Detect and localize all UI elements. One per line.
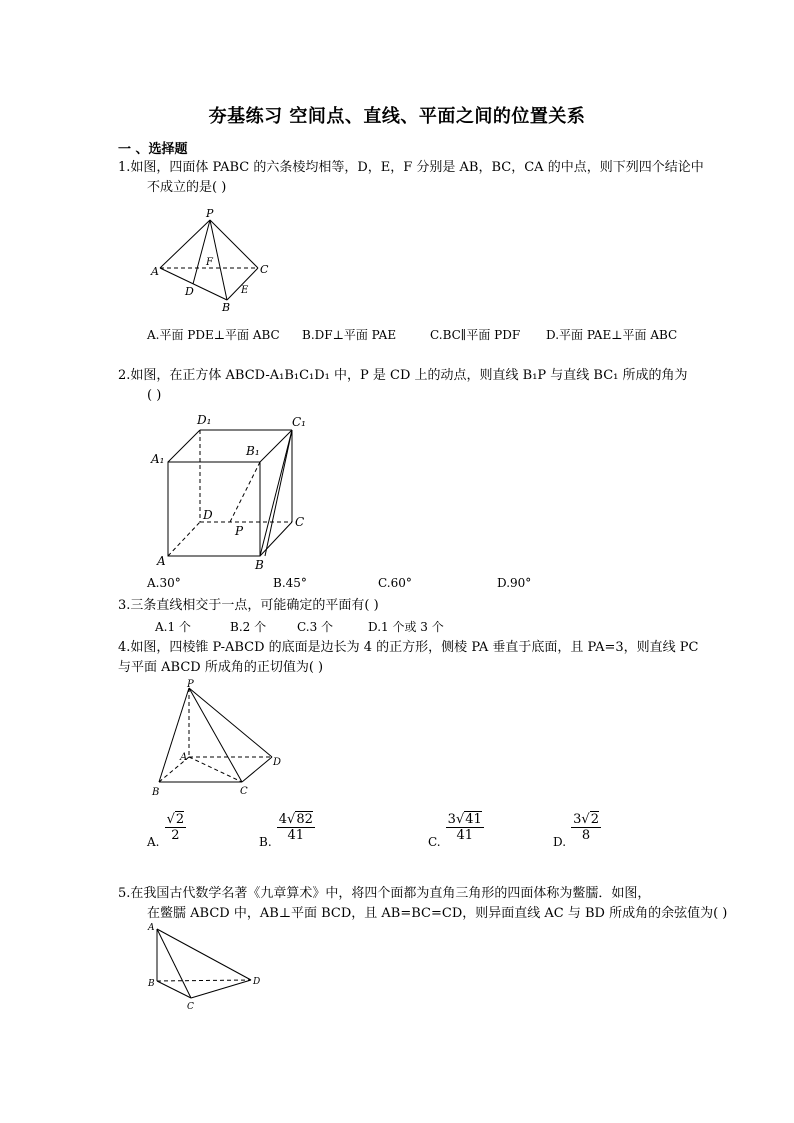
edge-ad-dashed [168, 522, 200, 556]
q3-option-b: B.2 个 [230, 620, 267, 634]
label-c: C [260, 263, 269, 276]
edge-bd-dashed [157, 980, 251, 981]
label-d1: D₁ [197, 413, 212, 427]
question-2-stem [118, 366, 688, 406]
q4-option-d [553, 812, 601, 849]
tetrahedron-figure [140, 205, 290, 315]
front-face [168, 462, 260, 556]
label-p: P [206, 207, 214, 220]
q2-option-c: C.60° [378, 576, 412, 590]
q4-option-a-denominator: 2 [171, 828, 180, 843]
question-1-stem-line2: 不成立的是( ) [147, 180, 227, 195]
segment-bc1-b [265, 430, 292, 556]
label-b1: B₁ [246, 444, 260, 458]
edge-pc [210, 220, 258, 268]
label-a: A [180, 752, 188, 763]
question-2-stem-line1: 2.如图，在正方体 ABCD-A₁B₁C₁D₁ 中，P 是 CD 上的动点，则直线 B₁P 与直线 BC₁ 所成的角为 [118, 368, 688, 383]
label-f: F [206, 257, 213, 268]
q4-option-b-letter: B. [259, 835, 272, 849]
q4-option-a-letter: A. [147, 835, 160, 849]
q2-option-b: B.45° [273, 576, 307, 590]
label-a: A [148, 923, 155, 933]
question-4-stem-line1: 4.如图，四棱锥 P-ABCD 的底面是边长为 4 的正方形，侧棱 PA 垂直于底面，且 PA=3，则直线 PC [118, 640, 699, 655]
q2-option-d: D.90° [497, 576, 532, 590]
edge-cd [191, 980, 251, 998]
edge-pd [189, 688, 272, 757]
q4-option-d-coef: 3 [573, 812, 582, 827]
question-4-stem-line2: 与平面 ABCD 所成角的正切值为( ) [118, 660, 324, 675]
label-a1: A₁ [151, 452, 165, 466]
edge-pb [159, 688, 189, 782]
q2-option-a: A.30° [147, 576, 181, 590]
section-heading: 一 、选择题 [118, 142, 188, 157]
question-5-stem-line2: 在鳖臑 ABCD 中，AB⊥平面 BCD，且 AB=BC=CD，则异面直线 AC 与 BD 所成角的余弦值为( ) [147, 906, 728, 921]
q3-option-c: C.3 个 [297, 620, 334, 634]
edge-a1d1 [168, 430, 200, 462]
question-1-stem [118, 158, 704, 198]
segment-b1p-dashed [230, 462, 260, 522]
q4-option-b-fraction: $\frac{4√82}{41}$ [278, 812, 313, 843]
label-d: D [273, 757, 282, 768]
label-a: A [157, 554, 166, 568]
edge-ac-dashed [189, 757, 242, 782]
q1-option-c: C.BC∥平面 PDF [430, 328, 521, 342]
label-c: C [295, 515, 305, 529]
page-title: 夯基练习 空间点、直线、平面之间的位置关系 [208, 106, 586, 127]
q4-option-b [259, 812, 315, 849]
q4-option-b-radicand: 82 [296, 812, 313, 827]
q4-option-a-radicand: 2 [175, 812, 185, 827]
q4-option-d-letter: D. [553, 835, 567, 849]
q4-option-c-denominator: 41 [456, 828, 473, 843]
q4-option-c-letter: C. [428, 835, 441, 849]
label-d: D [185, 285, 194, 298]
label-p: P [187, 679, 194, 690]
segment-bc1 [260, 430, 292, 556]
question-5-stem [118, 884, 727, 924]
edge-pc [189, 688, 242, 782]
pyramid-figure [145, 678, 290, 800]
edge-ad [157, 929, 251, 980]
q4-option-d-denominator: 8 [581, 828, 591, 843]
q4-option-c-fraction: $\frac{3√41}{41}$ [447, 812, 482, 843]
q4-option-c-coef: 3 [447, 812, 456, 827]
q4-option-d-fraction: $\frac{3√2}{8}$ [573, 812, 599, 843]
question-1-stem-line1: 1.如图，四面体 PABC 的六条棱均相等，D，E，F 分别是 AB，BC，CA 的中点，则下列四个结论中 [118, 160, 704, 175]
q4-option-a-fraction: $\frac{√2}{2}$ [166, 812, 185, 843]
edge-bc [157, 981, 191, 998]
q4-option-b-denominator: 41 [287, 828, 305, 843]
label-a: A [151, 265, 159, 278]
edge-cd [242, 757, 272, 782]
label-b: B [148, 979, 155, 989]
label-d: D [253, 977, 261, 987]
label-c1: C₁ [292, 415, 306, 429]
question-2-stem-line2: ( ) [147, 388, 162, 403]
q1-option-a: A.平面 PDE⊥平面 ABC [147, 328, 280, 342]
edge-ac [157, 929, 191, 998]
edge-pa [160, 220, 210, 268]
label-c: C [187, 1002, 194, 1012]
q4-option-a [147, 812, 186, 849]
segment-pd [193, 220, 210, 284]
q4-option-d-radicand: 2 [590, 812, 599, 827]
q1-option-b: B.DF⊥平面 PAE [302, 328, 397, 342]
edge-b1c1 [260, 430, 292, 462]
question-5-stem-line1: 5.在我国古代数学名著《九章算术》中，将四个面都为直角三角形的四面体称为鳖臑．如图， [118, 886, 651, 901]
label-b: B [255, 558, 264, 572]
question-3-stem: 3.三条直线相交于一点，可能确定的平面有( ) [118, 598, 379, 613]
q4-option-c-radicand: 41 [465, 812, 482, 827]
q4-option-b-coef: 4 [278, 812, 288, 827]
label-b: B [152, 787, 160, 798]
q3-option-d: D.1 个或 3 个 [368, 620, 444, 634]
label-c: C [240, 786, 248, 797]
label-p: P [235, 524, 244, 538]
label-d: D [203, 508, 213, 522]
q1-option-d: D.平面 PAE⊥平面 ABC [546, 328, 678, 342]
q3-option-a: A.1 个 [155, 620, 191, 634]
label-b: B [222, 301, 231, 314]
bienao-figure [143, 920, 268, 1012]
label-e: E [241, 285, 249, 296]
q4-option-c [428, 812, 484, 849]
cube-figure [145, 405, 320, 573]
question-4-stem [118, 638, 698, 678]
